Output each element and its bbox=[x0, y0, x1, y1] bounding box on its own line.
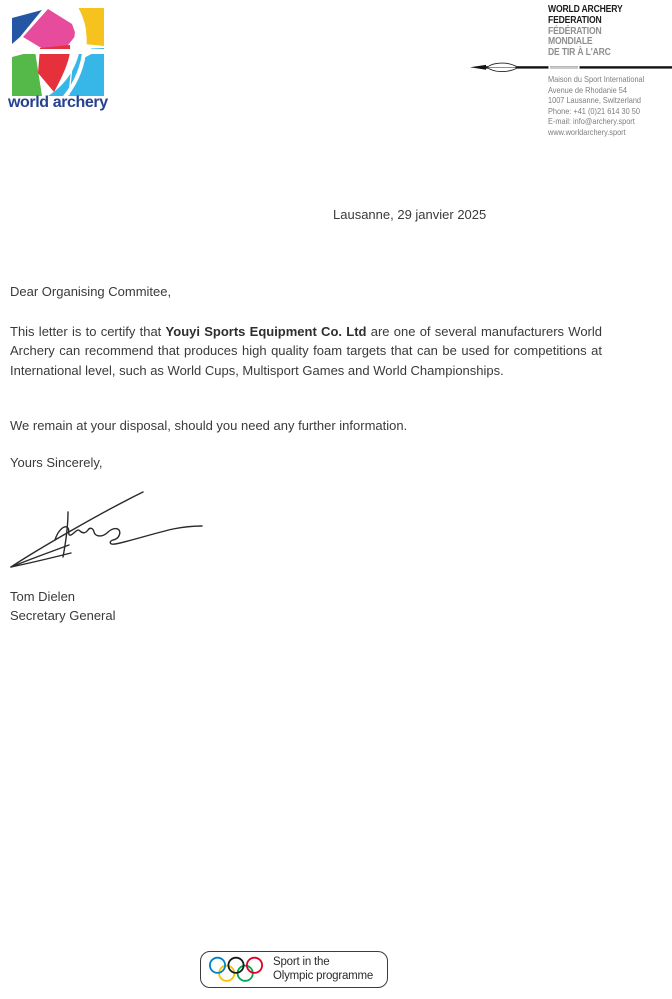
body-paragraph-1 bbox=[10, 322, 602, 380]
olympic-programme-badge bbox=[200, 951, 388, 988]
org-name-en-line1: WORLD ARCHERY bbox=[548, 4, 623, 15]
world-archery-wordmark: world archery bbox=[8, 94, 108, 111]
valediction: Yours Sincerely, bbox=[10, 455, 103, 470]
body-paragraph-2: We remain at your disposal, should you need any further information. bbox=[10, 418, 408, 433]
address-line-3: 1007 Lausanne, Switzerland bbox=[548, 95, 642, 105]
letterhead-org-names bbox=[548, 5, 623, 59]
signature bbox=[5, 483, 210, 573]
letterhead-address bbox=[548, 74, 644, 137]
org-name-fr-line1: FÉDÉRATION bbox=[548, 25, 602, 37]
company-name: Youyi Sports Equipment Co. Ltd bbox=[165, 324, 367, 339]
org-name-fr-line3: DE TIR À L'ARC bbox=[548, 47, 611, 59]
olympic-rings-icon bbox=[208, 956, 266, 983]
address-line-1: Maison du Sport International bbox=[548, 74, 645, 84]
address-line-phone: Phone: +41 (0)21 614 30 50 bbox=[548, 105, 641, 116]
olympic-badge-text-line2: Olympic programme bbox=[273, 969, 374, 982]
arrow-divider-icon bbox=[470, 60, 672, 74]
dateline: Lausanne, 29 janvier 2025 bbox=[333, 207, 487, 222]
salutation: Dear Organising Commitee, bbox=[10, 284, 172, 299]
signer-name: Tom Dielen bbox=[10, 589, 76, 604]
address-line-website: www.worldarchery.sport bbox=[548, 126, 626, 137]
olympic-badge-text-line1: Sport in the bbox=[273, 956, 330, 968]
org-name-en-line2: FEDERATION bbox=[548, 14, 602, 26]
org-name-fr-line2: MONDIALE bbox=[548, 36, 593, 48]
address-line-2: Avenue de Rhodanie 54 bbox=[548, 84, 627, 95]
body-paragraph-1-rest: are one of several manufacturers World Archery can recommend that produces high quality foam targets that can be used for competitions at International level, such as World Cups, Multisport Games and World Championships. bbox=[10, 324, 602, 378]
signer-title: Secretary General bbox=[10, 608, 116, 623]
body-paragraph-1-lead: This letter is to certify that bbox=[10, 324, 166, 339]
address-line-email: E-mail: info@archery.sport bbox=[548, 116, 635, 126]
world-archery-logo-icon bbox=[12, 8, 104, 96]
olympic-badge-text bbox=[273, 956, 373, 983]
